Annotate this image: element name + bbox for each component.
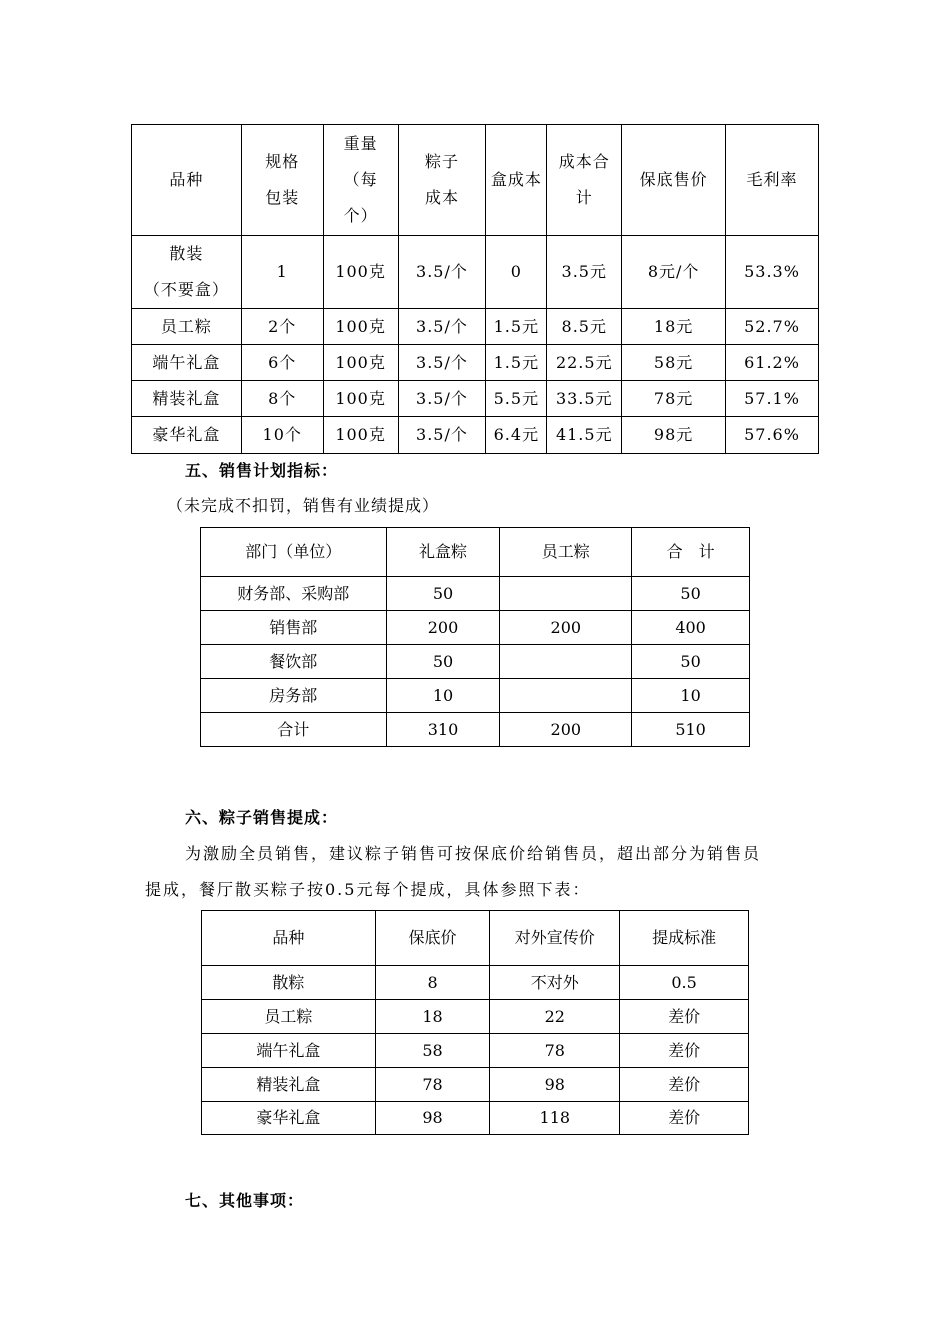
table-row [202, 1000, 749, 1034]
table-cell: 100克 [323, 236, 398, 309]
table-cell: 58 [375, 1034, 490, 1068]
table-cell: 差价 [620, 1102, 749, 1135]
table-cell: 员工粽 [132, 309, 242, 345]
table-cell: 78 [375, 1068, 490, 1102]
table-cell: 10 [386, 679, 500, 713]
table-cell: 33.5元 [547, 381, 622, 417]
table-cell: 200 [500, 611, 632, 645]
table-cell: 豪华礼盒 [202, 1102, 376, 1135]
table-cell: 3.5/个 [398, 236, 486, 309]
table-cell: 3.5/个 [398, 417, 486, 454]
table-row [132, 381, 819, 417]
table-row [201, 713, 750, 747]
table-cell: 200 [500, 713, 632, 747]
table-cell: 2个 [241, 309, 323, 345]
table-cell: 差价 [620, 1034, 749, 1068]
table-cell: 18元 [622, 309, 726, 345]
table-cell: 差价 [620, 1000, 749, 1034]
table-cell: 财务部、采购部 [201, 577, 387, 611]
commission-paragraph-line1: 为激励全员销售，建议粽子销售可按保底价给销售员，超出部分为销售员 [185, 844, 762, 863]
header-cell: 保底售价 [622, 125, 726, 236]
table-cell: 0.5 [620, 966, 749, 1000]
table-row [132, 345, 819, 381]
table-cell: 8.5元 [547, 309, 622, 345]
header-cell: 毛利率 [726, 125, 819, 236]
table-cell: 端午礼盒 [132, 345, 242, 381]
table-cell: 200 [386, 611, 500, 645]
header-cell: 成本合 计 [547, 125, 622, 236]
table-cell: 41.5元 [547, 417, 622, 454]
table-cell: 100克 [323, 309, 398, 345]
sales-plan-note: （未完成不扣罚，销售有业绩提成） [167, 496, 440, 515]
table-row [202, 966, 749, 1000]
table-cell: 6个 [241, 345, 323, 381]
table-cell: 57.6% [726, 417, 819, 454]
table-cell: 豪华礼盒 [132, 417, 242, 454]
table-cell: 散粽 [202, 966, 376, 1000]
table-cell: 8个 [241, 381, 323, 417]
header-cell: 礼盒粽 [386, 528, 500, 577]
table-cell [500, 679, 632, 713]
table-cell: 1.5元 [486, 309, 547, 345]
sales-plan-table [200, 527, 750, 747]
table-cell: 3.5/个 [398, 381, 486, 417]
table-cell: 1 [241, 236, 323, 309]
table-row [201, 679, 750, 713]
table-cell: 100克 [323, 345, 398, 381]
table-cell: 50 [386, 577, 500, 611]
table-cell: 400 [632, 611, 750, 645]
header-cell: 重量 （每 个） [323, 125, 398, 236]
table-cell: 0 [486, 236, 547, 309]
table-row [201, 645, 750, 679]
table-cell: 53.3% [726, 236, 819, 309]
table-row [202, 1034, 749, 1068]
table-cell: 50 [386, 645, 500, 679]
table-header-row [202, 911, 749, 966]
table-header-row [201, 528, 750, 577]
header-cell: 提成标准 [620, 911, 749, 966]
table-cell: 员工粽 [202, 1000, 376, 1034]
table-row [201, 577, 750, 611]
table-cell: 78元 [622, 381, 726, 417]
table-cell: 精装礼盒 [132, 381, 242, 417]
table-cell: 118 [490, 1102, 620, 1135]
header-cell: 合 计 [632, 528, 750, 577]
table-cell: 精装礼盒 [202, 1068, 376, 1102]
table-cell: 餐饮部 [201, 645, 387, 679]
table-cell: 100克 [323, 381, 398, 417]
table-cell: 3.5/个 [398, 309, 486, 345]
table-cell: 6.4元 [486, 417, 547, 454]
table-cell: 22.5元 [547, 345, 622, 381]
table-cell: 78 [490, 1034, 620, 1068]
table-cell: 3.5元 [547, 236, 622, 309]
section-heading-commission: 六、粽子销售提成： [185, 808, 339, 827]
header-cell: 对外宣传价 [490, 911, 620, 966]
section-heading-other: 七、其他事项： [185, 1191, 305, 1210]
product-cost-table [131, 124, 819, 454]
table-cell: 房务部 [201, 679, 387, 713]
table-cell: 61.2% [726, 345, 819, 381]
table-cell: 散装 （不要盒） [132, 236, 242, 309]
table-cell: 10个 [241, 417, 323, 454]
table-cell: 98 [490, 1068, 620, 1102]
table-cell: 5.5元 [486, 381, 547, 417]
header-cell: 品种 [202, 911, 376, 966]
table-row [202, 1068, 749, 1102]
table-cell: 不对外 [490, 966, 620, 1000]
table-cell: 98 [375, 1102, 490, 1135]
table-cell [500, 577, 632, 611]
table-row [132, 309, 819, 345]
commission-paragraph-line2: 提成，餐厅散买粽子按0.5元每个提成，具体参照下表： [145, 880, 591, 899]
section-heading-sales-plan: 五、销售计划指标： [185, 461, 339, 480]
header-cell: 保底价 [375, 911, 490, 966]
header-cell: 部门（单位） [201, 528, 387, 577]
table-cell: 50 [632, 577, 750, 611]
header-cell: 品种 [132, 125, 242, 236]
table-cell: 1.5元 [486, 345, 547, 381]
table-cell: 差价 [620, 1068, 749, 1102]
table-row [132, 236, 819, 309]
table-cell: 端午礼盒 [202, 1034, 376, 1068]
table-cell: 合计 [201, 713, 387, 747]
table-cell: 3.5/个 [398, 345, 486, 381]
header-cell: 粽子 成本 [398, 125, 486, 236]
table-cell: 8元/个 [622, 236, 726, 309]
table-cell [500, 645, 632, 679]
table-row [202, 1102, 749, 1135]
header-cell: 盒成本 [486, 125, 547, 236]
table-cell: 18 [375, 1000, 490, 1034]
table-cell: 销售部 [201, 611, 387, 645]
table-header-row [132, 125, 819, 236]
table-cell: 310 [386, 713, 500, 747]
table-cell: 100克 [323, 417, 398, 454]
table-row [132, 417, 819, 454]
table-cell: 22 [490, 1000, 620, 1034]
header-cell: 员工粽 [500, 528, 632, 577]
table-cell: 8 [375, 966, 490, 1000]
table-cell: 510 [632, 713, 750, 747]
table-cell: 50 [632, 645, 750, 679]
table-cell: 10 [632, 679, 750, 713]
table-cell: 58元 [622, 345, 726, 381]
table-cell: 98元 [622, 417, 726, 454]
commission-table [201, 910, 749, 1135]
table-cell: 57.1% [726, 381, 819, 417]
header-cell: 规格 包装 [241, 125, 323, 236]
table-cell: 52.7% [726, 309, 819, 345]
table-row [201, 611, 750, 645]
